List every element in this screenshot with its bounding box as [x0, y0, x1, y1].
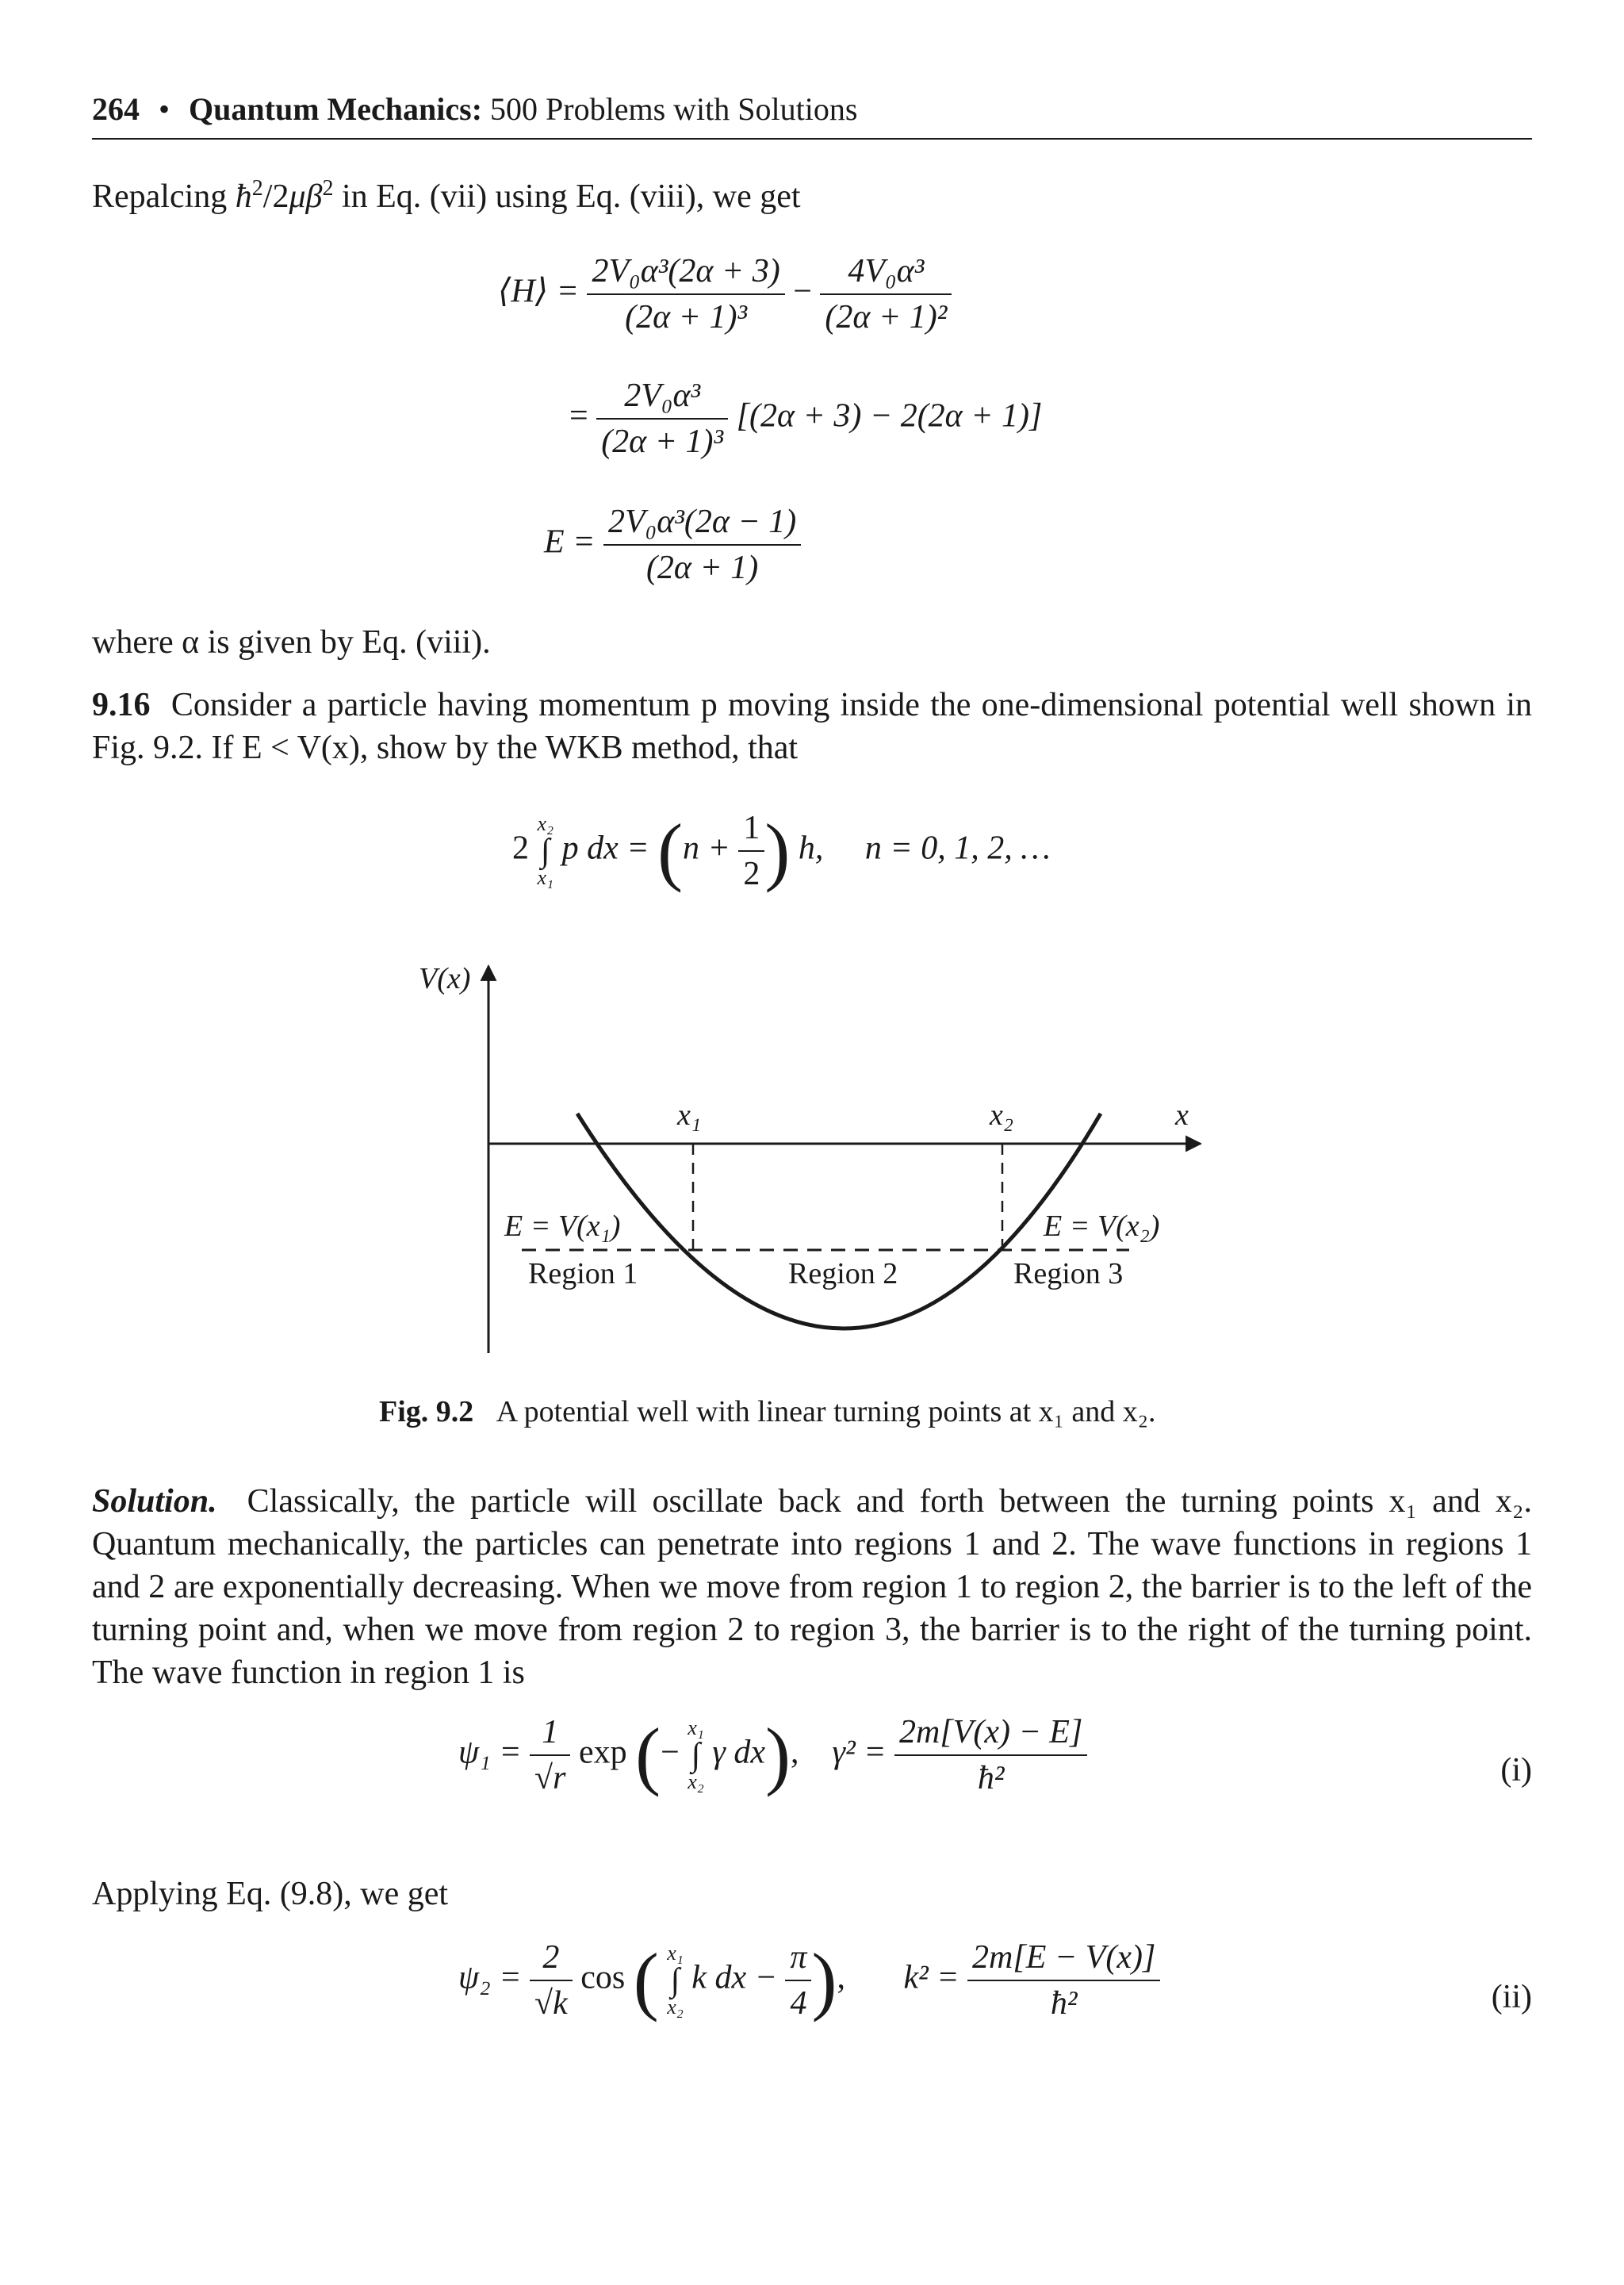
equation-number-ii: (ii) — [1491, 1979, 1532, 2015]
header-bullet: • — [159, 91, 170, 127]
eq-i-integral: x₁ ∫ x₂ — [688, 1716, 704, 1793]
frac2-num: 4V₀α³ — [848, 253, 925, 289]
eq-H-bracket: [(2α + 3) − 2(2α + 1)] — [736, 397, 1043, 435]
left-energy-label: E = V(x₁) — [504, 1210, 621, 1243]
eq-i-gden: ħ² — [894, 1754, 1087, 1797]
eq-ii-upper: x₁ — [667, 1942, 684, 1965]
eq-ii-knum: 2m[E − V(x)] — [972, 1939, 1156, 1976]
eq-ii-pi-num: π — [790, 1939, 807, 1976]
frac1-num: 2V₀α³(2α + 3) — [592, 253, 780, 289]
eq-ii-pi-frac — [785, 1938, 811, 2022]
solution-label: Solution. — [92, 1483, 217, 1520]
equation-ii: ψ₂ = $\frac{2}{√k}$ cos ( x₁ ∫ x₂ k dx − $\frac{\pi}{4}$ ), k² = $\frac{2m[E - V(x)]}{\text{ħ²}}$ — [458, 1938, 1160, 2022]
eq-i-minus: − — [661, 1734, 680, 1771]
wkb-n-plus: n + — [683, 830, 730, 867]
x1-label: x₁ — [677, 1098, 702, 1132]
eq-ii-cos: cos — [580, 1959, 626, 1996]
wkb-integrand: p dx = — [561, 830, 649, 867]
eq-E-lhs: E = — [544, 523, 596, 561]
y-axis-label: V(x) — [419, 962, 471, 995]
intro-mu: μβ — [289, 178, 323, 215]
eq-i-integrand: γ dx — [712, 1734, 766, 1771]
wkb-integral: x₂ ∫ x₁ — [537, 812, 554, 889]
intro-hbar: ħ — [235, 178, 252, 215]
eq-i-gamma-lhs: γ² = — [832, 1734, 887, 1771]
eq-i-gnum: 2m[V(x) − E] — [899, 1714, 1083, 1750]
eq-ii-pi-den: 4 — [785, 1980, 811, 2022]
x-axis-label: x — [1175, 1098, 1189, 1132]
page-number: 264 — [92, 91, 140, 127]
intro-sup-b: 2 — [322, 176, 334, 201]
caption-label: Fig. 9.2 — [379, 1395, 474, 1428]
eq-i-comma: , — [791, 1734, 799, 1771]
eq-ii-kden: ħ² — [967, 1980, 1160, 2022]
eq-i-lower: x₂ — [688, 1770, 704, 1793]
eq-H-eq2: = — [569, 397, 588, 435]
caption-text: A potential well with linear turning points at x₁ and x₂. — [496, 1395, 1156, 1428]
wkb-lower: x₁ — [537, 866, 554, 889]
equation-i: ψ₁ = $\frac{1}{√r}$ exp (− x₁ ∫ x₂ γ dx), γ² = $\frac{2m[V(x) - E]}{\text{ħ²}}$ — [458, 1713, 1087, 1797]
eq-ii-integrand: k dx − — [691, 1959, 777, 1996]
wkb-equation: 2 x₂ ∫ x₁ p dx = (n + $\frac{1}{2}$ ) h, n = 0, 1, 2, … — [512, 808, 1051, 893]
eq-H-minus: − — [793, 273, 812, 310]
intro-slash: /2 — [262, 178, 289, 215]
half-num: 1 — [743, 810, 760, 846]
eq-i-exp: exp — [578, 1734, 627, 1771]
applying-line: Applying Eq. (9.8), we get — [92, 1876, 449, 1912]
wkb-h: h, — [798, 830, 824, 867]
frac3-num: 2V₀α³ — [624, 378, 701, 414]
x2-label: x₂ — [990, 1098, 1014, 1132]
where-line: where α is given by Eq. (viii). — [92, 624, 491, 661]
wkb-n-values: n = 0, 1, 2, … — [864, 830, 1051, 867]
potential-curve — [577, 1114, 1101, 1328]
book-title-bold: Quantum Mechanics: — [189, 91, 483, 127]
frac4-num: 2V₀α³(2α − 1) — [608, 504, 797, 540]
eq-ii-k-frac — [967, 1938, 1160, 2022]
eq-ii-integral: x₁ ∫ x₂ — [667, 1942, 684, 2019]
eq-ii-lhs: ψ₂ = — [458, 1959, 522, 1996]
eq-i-num: 1 — [542, 1714, 559, 1750]
eq-i-upper: x₁ — [688, 1716, 704, 1739]
right-energy-label: E = V(x₂) — [1044, 1210, 1160, 1243]
eq-ii-comma: , — [837, 1959, 845, 1996]
intro-sup: 2 — [251, 176, 263, 201]
frac3-den: (2α + 1)³ — [596, 418, 728, 461]
frac2-den: (2α + 1)² — [820, 293, 952, 336]
eq-i-lhs: ψ₁ = — [458, 1734, 522, 1771]
frac1-den: (2α + 1)³ — [587, 293, 784, 336]
frac4-den: (2α + 1) — [603, 544, 801, 587]
solution-paragraph — [92, 1480, 1532, 1694]
intro-text-a: Repalcing — [92, 178, 236, 215]
half-den: 2 — [738, 850, 764, 893]
intro-text-b: in Eq. (vii) using Eq. (viii), we get — [333, 178, 801, 215]
problem-text: Consider a particle having momentum p moving inside the one-dimensional potential well shown in Fig. 9.2. If E < V(x), show by the WKB method, that — [92, 687, 1532, 766]
figure-caption — [379, 1394, 1156, 1429]
book-title-rest: 500 Problems with Solutions — [490, 91, 858, 127]
wkb-upper: x₂ — [537, 812, 554, 835]
solution-text: Classically, the particle will oscillate back and forth between the turning points x₁ and x₂. Quantum mechanically, the particles can penetrate into regions 1 and 2. The wave functions in regions 1 and 2 are exponentially decreasing. When we move from region 1 to region 2, the barrier is to the left of the turning point and, when we move from region 2 to region 3, the barrier is to the right of the turning point. The wave function in region 1 is — [92, 1483, 1533, 1691]
equation-number-i: (i) — [1500, 1752, 1532, 1789]
eq-i-gamma-frac — [894, 1713, 1087, 1797]
eq-ii-k-lhs: k² = — [903, 1959, 959, 1996]
region-3-label: Region 3 — [1013, 1257, 1124, 1290]
region-2-label: Region 2 — [788, 1257, 898, 1290]
problem-number: 9.16 — [92, 687, 151, 723]
eq-ii-num: 2 — [542, 1939, 560, 1976]
eq-ii-den: √k — [530, 1980, 573, 2022]
eq-ii-frac — [530, 1938, 573, 2022]
eq-H-lhs: ⟨H⟩ = — [498, 273, 579, 310]
wkb-coef: 2 — [512, 830, 529, 867]
eq-ii-lower: x₂ — [667, 1996, 684, 2019]
eq-i-den: √r — [530, 1754, 570, 1797]
region-1-label: Region 1 — [528, 1257, 638, 1290]
eq-i-frac — [530, 1713, 570, 1797]
